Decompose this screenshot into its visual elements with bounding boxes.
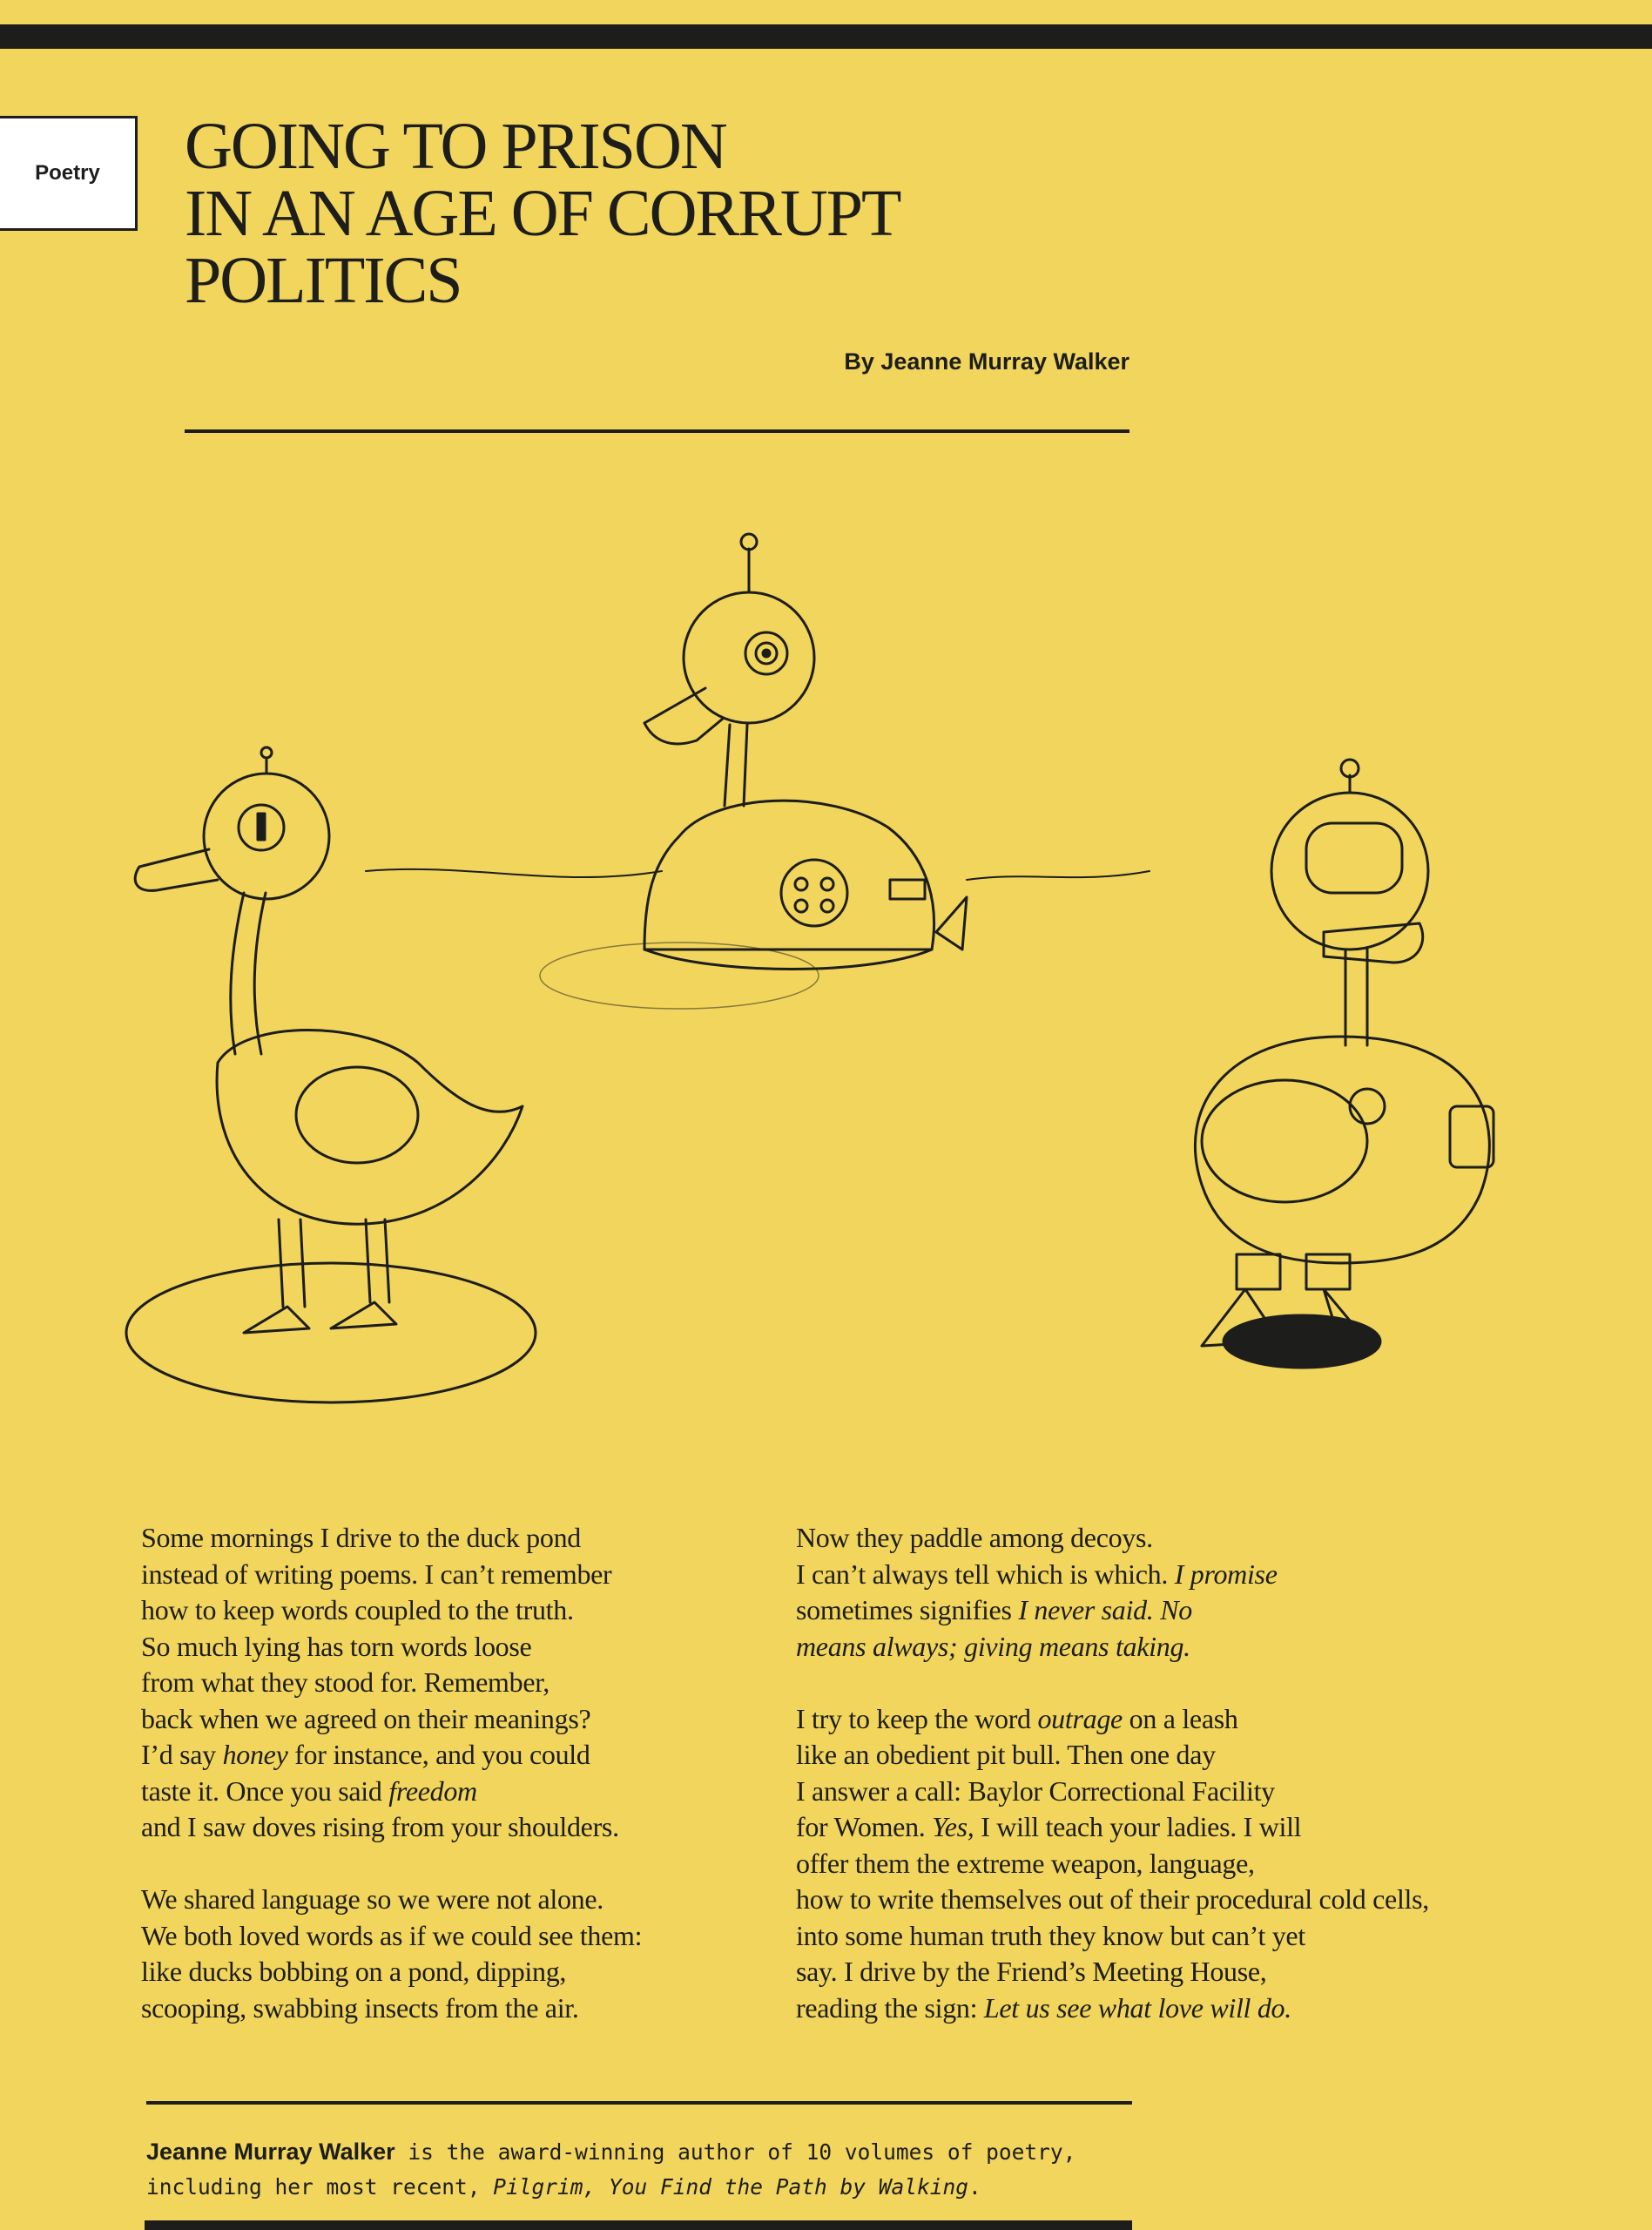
poem-line: We both loved words as if we could see them: (141, 1919, 643, 1951)
poem-column-right (796, 1520, 1632, 2063)
stanza (796, 1701, 1632, 2027)
poem-line: So much lying has torn words loose (141, 1630, 532, 1662)
robot-ducks-illustration (105, 497, 1576, 1420)
poem-line: like ducks bobbing on a pond, dipping, (141, 1956, 567, 1987)
stanza (796, 1520, 1632, 1665)
poem-line: how to write themselves out of their procedural cold cells, (796, 1883, 1429, 1915)
poem-line: scooping, swabbing insects from the air. (141, 1991, 579, 2024)
bio-text: including her most recent, (146, 2174, 494, 2200)
bottom-rule (145, 2220, 1132, 2230)
center-robot-duck (644, 534, 967, 970)
divider (146, 2101, 1132, 2105)
section-label: Poetry (0, 116, 138, 231)
title-line: IN AN AGE OF CORRUPT (185, 177, 900, 250)
left-robot-duck (135, 747, 523, 1333)
stanza (141, 1882, 768, 2026)
bio-book-title: Pilgrim, You Find the Path by Walking (493, 2174, 969, 2200)
stanza (141, 1520, 768, 1846)
poem-line: taste it. Once you said freedom (141, 1774, 477, 1807)
poem-line: I try to keep the word outrage on a leash (796, 1702, 1238, 1734)
bio-author-name: Jeanne Murray Walker (146, 2139, 395, 2165)
divider (185, 429, 1129, 433)
poem-line: and I saw doves rising from your shoulders. (141, 1811, 619, 1842)
poem-line: Now they paddle among decoys. (796, 1522, 1153, 1553)
poem-line: say. I drive by the Friend’s Meeting House, (796, 1956, 1267, 1987)
poem-line: like an obedient pit bull. Then one day (796, 1739, 1216, 1770)
poem-line: I can’t always tell which is which. I promise (796, 1558, 1278, 1590)
poem-line: instead of writing poems. I can’t remember (141, 1558, 612, 1590)
page-title (185, 110, 1055, 317)
poem-line: I answer a call: Baylor Correctional Facility (796, 1774, 1275, 1807)
poem-line: offer them the extreme weapon, language, (796, 1847, 1255, 1879)
author-bio: Jeanne Murray Walker is the award-winning author of 10 volumes of poetry, including her most recent, Pilgrim, You Find the Path by Walking. (146, 2139, 1076, 2200)
poem-line: Some mornings I drive to the duck pond (141, 1522, 581, 1553)
byline: By Jeanne Murray Walker (844, 348, 1129, 375)
right-robot-duck (1195, 760, 1494, 1346)
title-line: POLITICS (185, 244, 462, 317)
poem-line: from what they stood for. Remember, (141, 1666, 550, 1698)
poem-line: I’d say honey for instance, and you could (141, 1739, 590, 1770)
poem-line: back when we agreed on their meanings? (141, 1702, 591, 1734)
poem-line: means always; giving means taking. (796, 1630, 1190, 1662)
poem-column-left (141, 1520, 768, 2063)
poem-line: We shared language so we were not alone. (141, 1883, 603, 1915)
poem-line: how to keep words coupled to the truth. (141, 1594, 574, 1625)
bio-text: is the award-winning author of 10 volumes of poetry, (394, 2139, 1076, 2165)
top-rule (0, 24, 1652, 49)
title-line: GOING TO PRISON (185, 110, 726, 183)
poem-line: into some human truth they know but can’t yet (796, 1919, 1305, 1951)
poem-line: reading the sign: Let us see what love will do. (796, 1991, 1291, 2024)
poem-line: for Women. Yes, I will teach your ladies. I will (796, 1811, 1302, 1842)
poem-line: sometimes signifies I never said. No (796, 1594, 1192, 1625)
